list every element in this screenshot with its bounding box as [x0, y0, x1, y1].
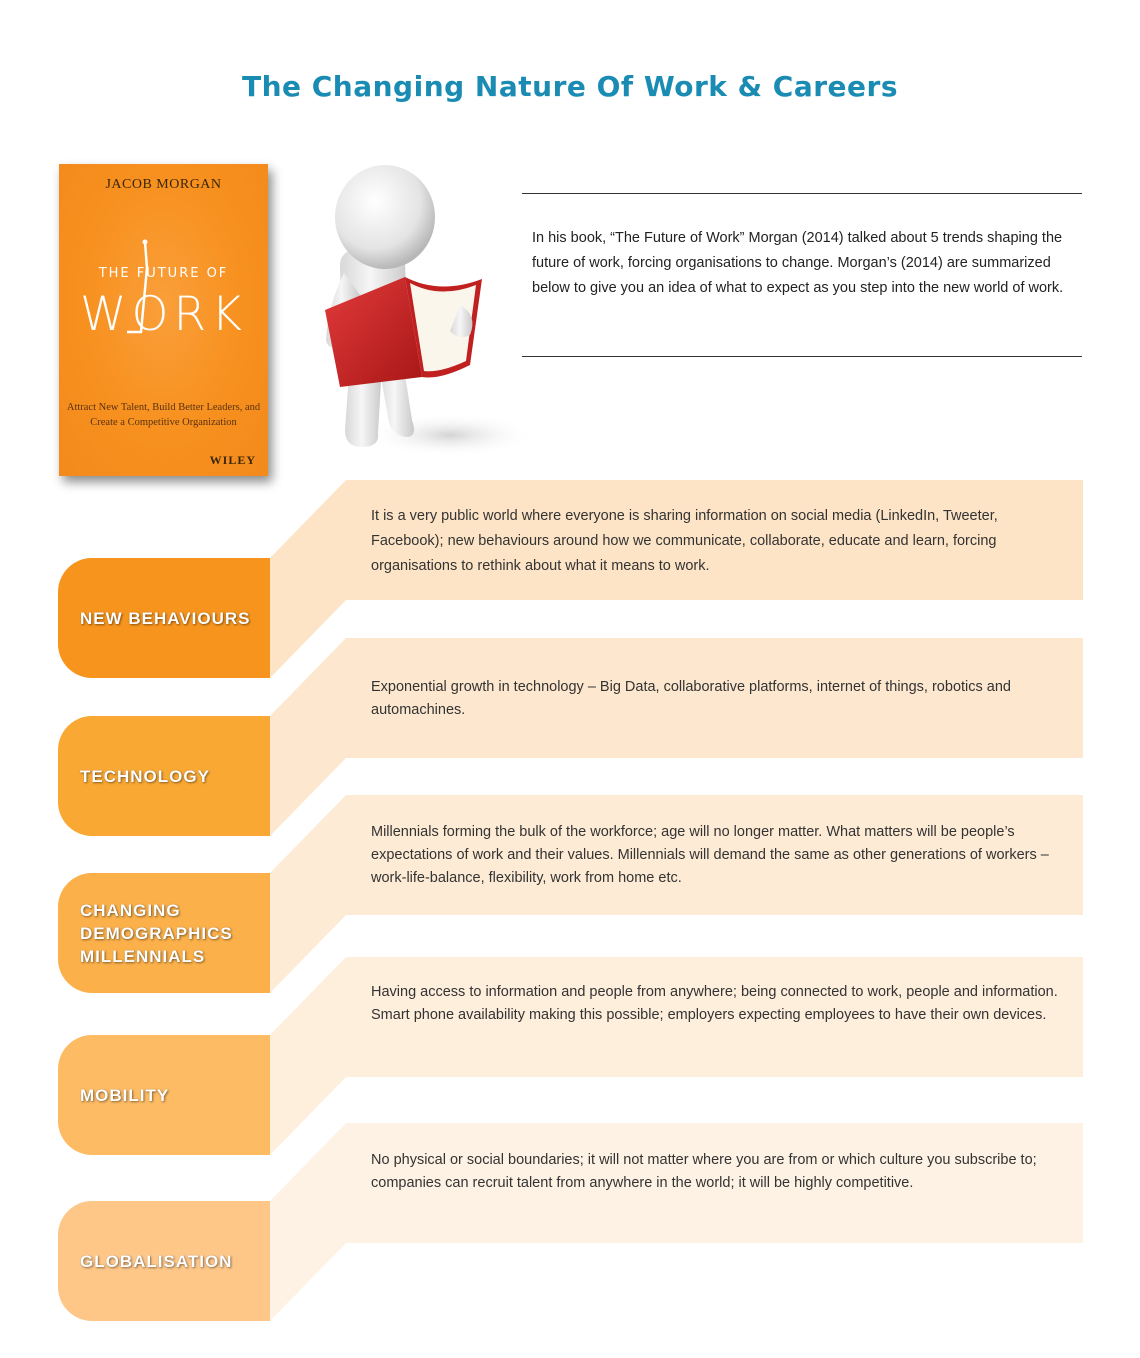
trend-globalisation	[0, 1123, 1140, 1323]
trend-description: It is a very public world where everyone is sharing information on social media (LinkedIn, Tweeter, Facebook); new behaviours around how we communicate, collaborate, educate and learn, forcing organisations to rethink about what it means to work.	[371, 508, 998, 574]
intro-paragraph: In his book, “The Future of Work” Morgan (2014) talked about 5 trends shaping the future of work, forcing organisations to change. Morgan’s (2014) are summarized below to give you an idea of what to expect as you step into the new world of work.	[532, 230, 1064, 296]
trend-description: Millennials forming the bulk of the workforce; age will no longer matter. What matters will be people’s expectations of work and their values. Millennials will demand the same as other generations of workers – work-life-balance, flexibility, work from home etc.	[371, 824, 1049, 886]
trend-description: Exponential growth in technology – Big Data, collaborative platforms, internet of things, robotics and automachines.	[371, 679, 1011, 718]
page-title: The Changing Nature Of Work & Careers	[241, 70, 899, 103]
trend-description: Having access to information and people from anywhere; being connected to work, people and information. Smart phone availability making this possible; employers expecting employees to have their own devices.	[371, 984, 1058, 1023]
trend-label: CHANGING DEMOGRAPHICS MILLENNIALS	[80, 900, 233, 966]
book-title-line1: THE FUTURE OF	[98, 266, 229, 281]
trend-label: TECHNOLOGY	[80, 766, 210, 786]
trend-description: No physical or social boundaries; it will not matter where you are from or which culture you subscribe to; companies can recruit talent from anywhere in the world; it will be highly competitive.	[371, 1152, 1037, 1191]
intro-bottom-divider	[522, 356, 1082, 357]
book-author: JACOB MORGAN	[105, 177, 222, 192]
trend-label: MOBILITY	[80, 1085, 170, 1105]
trend-label: NEW BEHAVIOURS	[80, 608, 251, 628]
book-title-line2: WORK	[80, 287, 247, 342]
book-subtitle: Attract New Talent, Build Better Leaders, and Create a Competitive Organization	[66, 402, 261, 428]
trend-label-tag	[58, 1201, 270, 1321]
intro-top-divider	[522, 193, 1082, 194]
trend-label: GLOBALISATION	[80, 1251, 233, 1271]
figure-reading-book-illustration	[300, 155, 530, 460]
book-publisher: WILEY	[209, 453, 256, 467]
book-cover-image	[59, 164, 268, 476]
